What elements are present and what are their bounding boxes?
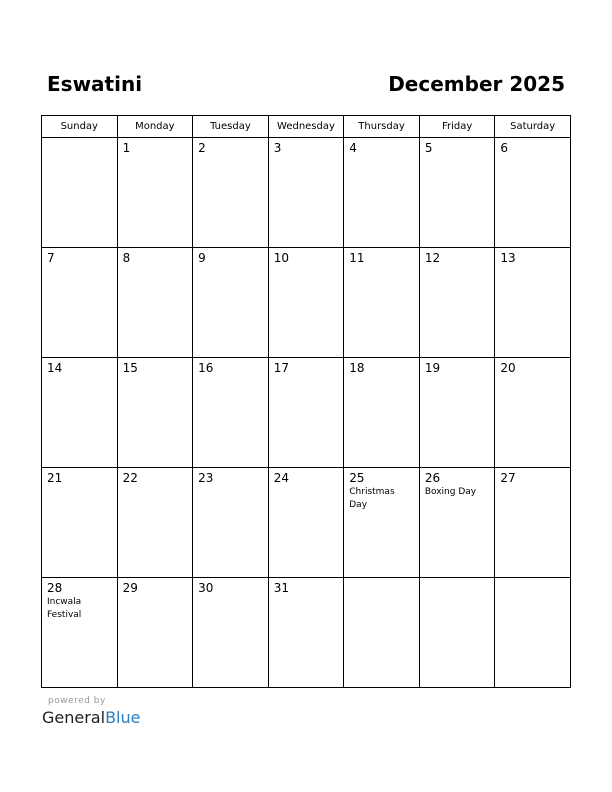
day-number: 26 (424, 471, 441, 485)
day-cell (268, 578, 344, 688)
weekday-tuesday: Tuesday (193, 116, 269, 138)
calendar-grid (41, 115, 571, 688)
day-number: 9 (198, 251, 206, 265)
day-number: 25 (349, 471, 365, 485)
day-number: 16 (198, 361, 214, 375)
day-cell (193, 358, 269, 468)
day-number: 1 (122, 141, 131, 155)
day-number: 11 (349, 251, 365, 265)
day-cell (344, 358, 420, 468)
weekday-sunday: Sunday (42, 116, 118, 138)
day-cell (117, 468, 193, 578)
day-number: 14 (47, 361, 63, 375)
day-cell (344, 578, 420, 688)
day-cell (419, 578, 495, 688)
day-number: 24 (273, 471, 289, 485)
day-cell (117, 358, 193, 468)
day-number: 20 (500, 361, 516, 375)
day-cell (117, 578, 193, 688)
day-cell (268, 468, 344, 578)
day-number: 31 (273, 581, 289, 595)
day-cell (42, 358, 118, 468)
day-number: 4 (349, 141, 357, 155)
day-number: 29 (122, 581, 138, 595)
day-number: 17 (273, 361, 289, 375)
day-cell (495, 578, 571, 688)
weekday-thursday: Thursday (344, 116, 420, 138)
day-number: 3 (273, 141, 282, 155)
footer-branding (42, 696, 140, 728)
day-number: 23 (198, 471, 214, 485)
day-number: 19 (424, 361, 441, 375)
day-cell (268, 358, 344, 468)
weekday-wednesday: Wednesday (268, 116, 344, 138)
day-cell (495, 358, 571, 468)
day-cell (193, 578, 269, 688)
day-number: 12 (424, 251, 441, 265)
month-year-title: December 2025 (388, 72, 565, 96)
day-cell (344, 468, 420, 578)
week-row-1 (42, 138, 571, 248)
weekday-monday: Monday (117, 116, 193, 138)
day-number: 5 (424, 141, 433, 155)
day-number: 6 (500, 141, 509, 155)
day-number: 15 (122, 361, 138, 375)
day-cell (419, 358, 495, 468)
day-cell (495, 138, 571, 248)
day-cell (193, 138, 269, 248)
day-cell (268, 248, 344, 358)
day-cell (42, 138, 118, 248)
weekday-friday: Friday (419, 116, 495, 138)
day-cell (495, 248, 571, 358)
brand-general-text: General (42, 708, 106, 727)
day-cell (419, 138, 495, 248)
day-cell (419, 248, 495, 358)
powered-by-text: powered by (48, 696, 106, 706)
day-number: 30 (198, 581, 214, 595)
day-number: 2 (198, 141, 206, 155)
day-number: 8 (122, 251, 131, 265)
holiday-label: Boxing Day (424, 487, 477, 497)
weekday-header-row (42, 116, 571, 138)
week-row-3 (42, 358, 571, 468)
holiday-label: Christmas Day (349, 487, 395, 510)
day-cell (495, 468, 571, 578)
day-number: 13 (500, 251, 516, 265)
brand-blue-text: Blue (105, 708, 141, 727)
day-number: 10 (273, 251, 289, 265)
day-cell (344, 138, 420, 248)
day-number: 22 (122, 471, 138, 485)
day-cell (344, 248, 420, 358)
generalblue-logo[interactable] (42, 708, 140, 728)
day-number: 18 (349, 361, 365, 375)
weekday-saturday: Saturday (495, 116, 571, 138)
day-cell (193, 468, 269, 578)
day-cell (268, 138, 344, 248)
day-cell (42, 578, 118, 688)
country-title: Eswatini (47, 72, 143, 96)
day-cell (193, 248, 269, 358)
day-cell (42, 468, 118, 578)
week-row-5 (42, 578, 571, 688)
day-cell (117, 248, 193, 358)
day-number: 28 (47, 581, 63, 595)
day-cell (117, 138, 193, 248)
holiday-label: Incwala Festival (47, 597, 82, 620)
day-cell (419, 468, 495, 578)
day-number: 7 (47, 251, 55, 265)
week-row-4 (42, 468, 571, 578)
day-number: 21 (47, 471, 63, 485)
day-number: 27 (500, 471, 516, 485)
week-row-2 (42, 248, 571, 358)
day-cell (42, 248, 118, 358)
